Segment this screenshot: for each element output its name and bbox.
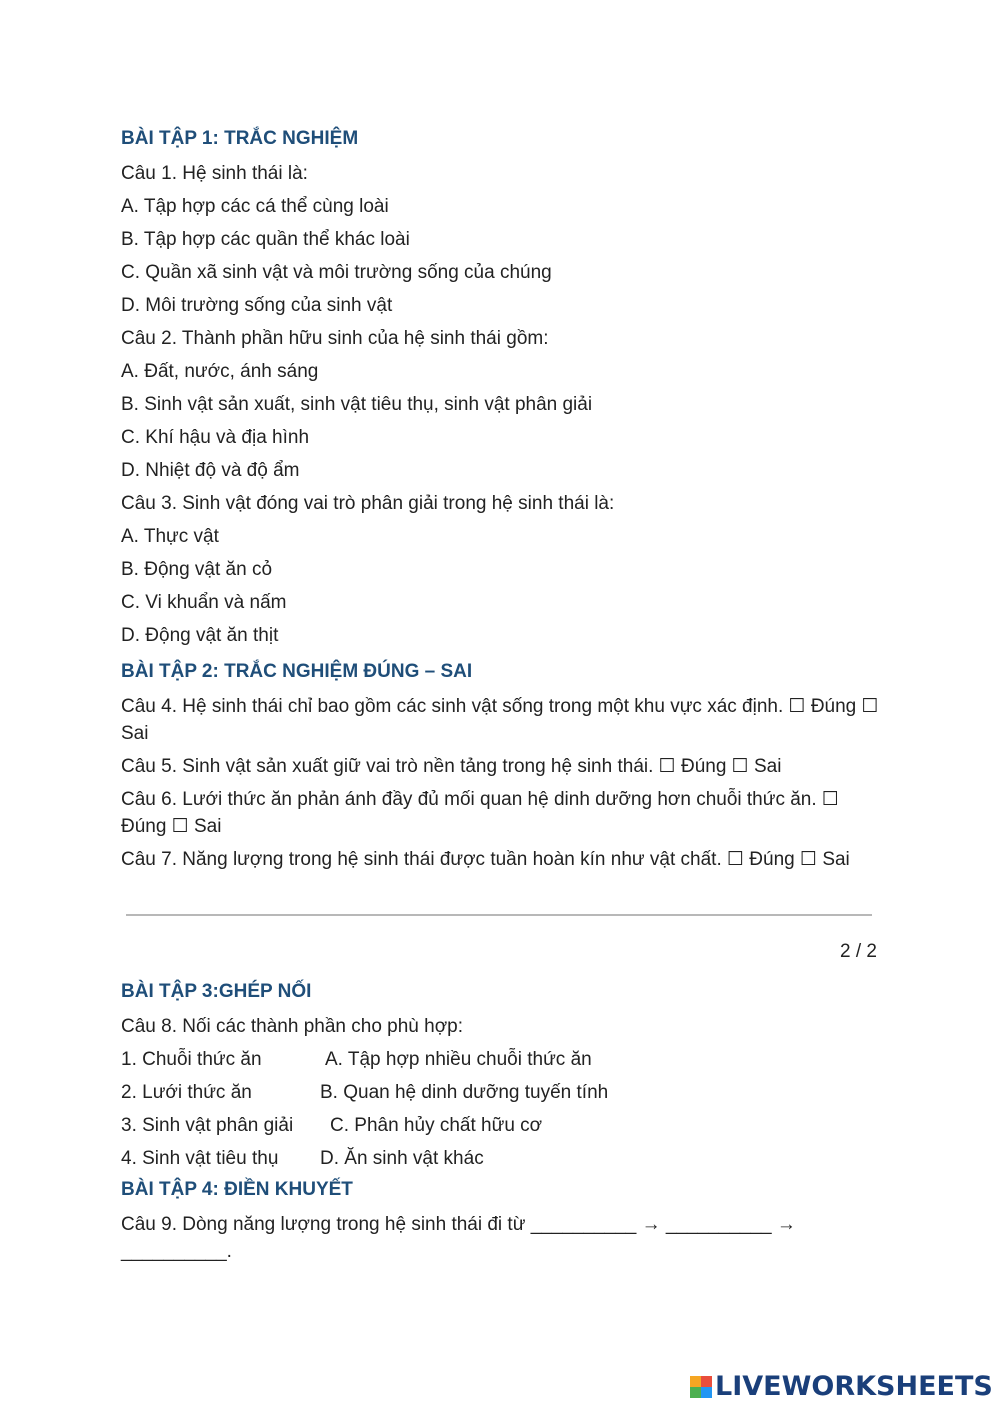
question-1: Câu 1. Hệ sinh thái là:	[121, 163, 308, 184]
page-divider	[126, 914, 872, 916]
match-right-item: A. Tập hợp nhiều chuỗi thức ăn	[325, 1049, 592, 1070]
option-1b: B. Tập hợp các quần thể khác loài	[121, 229, 410, 250]
match-left-item: 3. Sinh vật phân giải	[121, 1115, 294, 1136]
question-4: Câu 4. Hệ sinh thái chỉ bao gồm các sinh vật sống trong một khu vực xác định. ☐ Đúng ☐ Sai	[121, 696, 879, 744]
section-matching	[121, 980, 881, 1271]
option-3d: D. Động vật ăn thịt	[121, 625, 279, 646]
option-2d: D. Nhiệt độ và độ ẩm	[121, 460, 300, 481]
question-7: Câu 7. Năng lượng trong hệ sinh thái được tuần hoàn kín như vật chất. ☐ Đúng ☐ Sai	[121, 849, 850, 870]
option-1d: D. Môi trường sống của sinh vật	[121, 295, 393, 316]
match-row	[121, 1079, 881, 1106]
option-1a: A. Tập hợp các cá thể cùng loài	[121, 196, 389, 217]
question-2: Câu 2. Thành phần hữu sinh của hệ sinh thái gồm:	[121, 328, 549, 349]
match-left-item: 1. Chuỗi thức ăn	[121, 1049, 262, 1070]
question-6: Câu 6. Lưới thức ăn phản ánh đầy đủ mối quan hệ dinh dưỡng hơn chuỗi thức ăn. ☐ Đúng ☐ Sai	[121, 789, 839, 837]
section-true-false	[121, 660, 881, 879]
match-row	[121, 1112, 881, 1139]
option-3a: A. Thực vật	[121, 526, 219, 547]
match-right-item: D. Ăn sinh vật khác	[320, 1148, 484, 1169]
match-left-item: 2. Lưới thức ăn	[121, 1082, 252, 1103]
option-1c: C. Quần xã sinh vật và môi trường sống của chúng	[121, 262, 552, 283]
match-row	[121, 1145, 881, 1172]
section-multiple-choice	[121, 127, 881, 655]
option-3b: B. Động vật ăn cỏ	[121, 559, 273, 580]
liveworksheets-logo	[690, 1371, 993, 1403]
logo-mark-icon	[690, 1376, 712, 1398]
section-4-heading: BÀI TẬP 4: ĐIỀN KHUYẾT	[121, 1179, 353, 1200]
match-right-item: B. Quan hệ dinh dưỡng tuyến tính	[320, 1082, 609, 1103]
option-2b: B. Sinh vật sản xuất, sinh vật tiêu thụ, sinh vật phân giải	[121, 394, 593, 415]
option-2c: C. Khí hậu và địa hình	[121, 427, 310, 448]
section-3-heading: BÀI TẬP 3:GHÉP NỐI	[121, 981, 312, 1002]
option-3c: C. Vi khuẩn và nấm	[121, 592, 287, 613]
match-row	[121, 1046, 881, 1073]
page-number: 2 / 2	[840, 941, 877, 962]
question-8: Câu 8. Nối các thành phần cho phù hợp:	[121, 1016, 464, 1037]
question-3: Câu 3. Sinh vật đóng vai trò phân giải trong hệ sinh thái là:	[121, 493, 615, 514]
logo-text: LIVEWORKSHEETS	[715, 1371, 993, 1402]
option-2a: A. Đất, nước, ánh sáng	[121, 361, 319, 382]
match-right-item: C. Phân hủy chất hữu cơ	[330, 1115, 543, 1136]
section-1-heading: BÀI TẬP 1: TRẮC NGHIỆM	[121, 128, 359, 149]
question-9: Câu 9. Dòng năng lượng trong hệ sinh thái đi từ __________ → __________ → __________.	[121, 1214, 796, 1262]
section-2-heading: BÀI TẬP 2: TRẮC NGHIỆM ĐÚNG – SAI	[121, 661, 473, 682]
question-5: Câu 5. Sinh vật sản xuất giữ vai trò nền tảng trong hệ sinh thái. ☐ Đúng ☐ Sai	[121, 756, 782, 777]
match-left-item: 4. Sinh vật tiêu thụ	[121, 1148, 279, 1169]
